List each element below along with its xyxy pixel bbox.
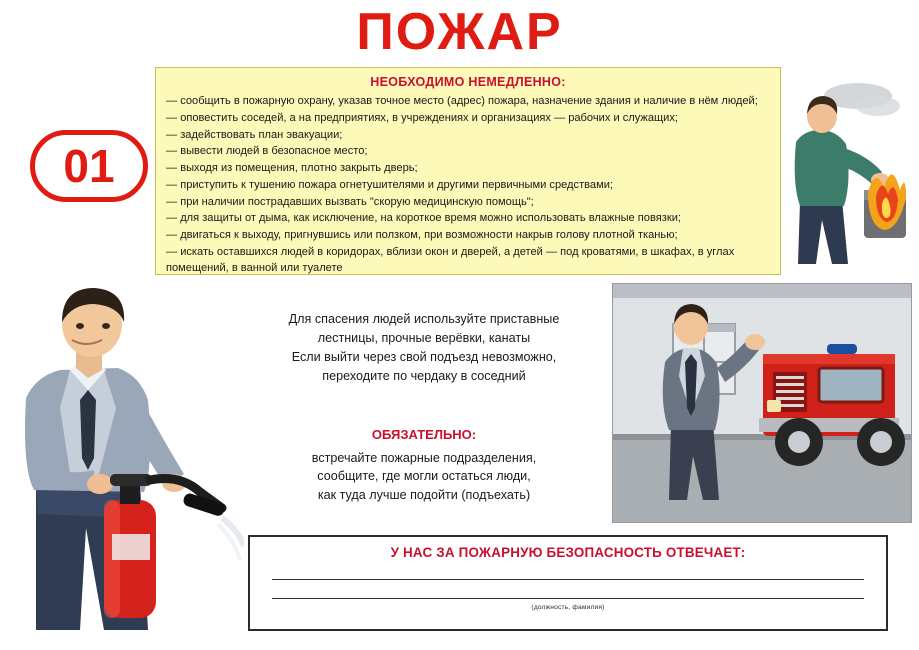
list-item: — вывести людей в безопасное место; bbox=[166, 145, 368, 158]
list-item-text: искать оставшихся людей в коридорах, вблизи окон и дверей, а детей — под кроватями, в шкафах, в углах помещений, в ванной или туалете bbox=[166, 245, 735, 274]
mandatory-line-1: встречайте пожарные подразделения, bbox=[311, 450, 537, 465]
mandatory-heading: ОБЯЗАТЕЛЬНО: bbox=[371, 427, 477, 442]
instructions-list bbox=[166, 94, 770, 276]
responsibility-box bbox=[248, 535, 888, 631]
list-item: — для защиты от дыма, как исключение, на короткое время можно использовать влажные повязки; bbox=[166, 212, 681, 225]
rescue-note-line-4: переходите по чердаку в соседний bbox=[322, 368, 526, 383]
list-item-text: выходя из помещения, плотно закрыть дверь; bbox=[180, 162, 418, 174]
list-item: — оповестить соседей, а на предприятиях, в учреждениях и организациях — рабочих и служащих; bbox=[166, 111, 678, 124]
rescue-note-line-1: Для спасения людей используйте приставные bbox=[288, 312, 560, 326]
rescue-note-line-3: Если выйти через свой подъезд невозможно, bbox=[291, 349, 557, 364]
signature-line-2 bbox=[272, 598, 864, 599]
list-item-text: при наличии пострадавших вызвать "скорую медицинскую помощь"; bbox=[180, 195, 534, 208]
list-item-text: двигаться к выходу, пригнувшись или ползком, при возможности накрыв голову плотной тканью; bbox=[180, 229, 678, 241]
page-title: ПОЖАР bbox=[356, 3, 563, 61]
instructions-heading: НЕОБХОДИМО НЕМЕДЛЕННО: bbox=[370, 75, 566, 89]
list-item: — приступить к тушению пожара огнетушителями и другими первичными средствами; bbox=[166, 178, 614, 191]
list-item-text: вывести людей в безопасное место; bbox=[180, 145, 368, 158]
mandatory-note bbox=[250, 425, 598, 505]
rescue-note bbox=[250, 310, 598, 386]
responsibility-caption: (должность, фамилия) bbox=[531, 604, 605, 611]
mandatory-line-3: как туда лучше подойти (подъехать) bbox=[317, 488, 531, 503]
responsibility-heading: У НАС ЗА ПОЖАРНУЮ БЕЗОПАСНОСТЬ ОТВЕЧАЕТ: bbox=[390, 545, 746, 560]
list-item-text: приступить к тушению пожара огнетушителями и другими первичными средствами; bbox=[180, 178, 614, 191]
extinguisher-illustration bbox=[8, 278, 244, 638]
list-item-text: для защиты от дыма, как исключение, на короткое время можно использовать влажные повязки; bbox=[180, 212, 681, 225]
list-item: — выходя из помещения, плотно закрыть дверь; bbox=[166, 162, 418, 174]
list-item: — искать оставшихся людей в коридорах, вблизи окон и дверей, а детей — под кроватями, в шкафах, в углах помещений, в ванной или туалете bbox=[166, 245, 735, 274]
emergency-number-text: 01 bbox=[63, 140, 115, 192]
list-item-text: задействовать план эвакуации; bbox=[180, 128, 343, 141]
list-item: — двигаться к выходу, пригнувшись или ползком, при возможности накрыв голову плотной тканью; bbox=[166, 229, 678, 241]
list-item: — сообщить в пожарную охрану, указав точное место (адрес) пожара, назначение здания и наличие в нём людей; bbox=[166, 95, 758, 107]
mandatory-line-2: сообщите, где могли остаться люди, bbox=[317, 469, 531, 484]
signature-line-1 bbox=[272, 579, 864, 580]
instructions-panel bbox=[155, 67, 781, 275]
list-item-text: сообщить в пожарную охрану, указав точное место (адрес) пожара, назначение здания и наличие в нём людей; bbox=[180, 95, 758, 107]
list-item: — при наличии пострадавших вызвать "скорую медицинскую помощь"; bbox=[166, 195, 534, 208]
list-item-text: оповестить соседей, а на предприятиях, в учреждениях и организациях — рабочих и служащих; bbox=[180, 111, 678, 124]
rescue-note-line-2: лестницы, прочные верёвки, канаты bbox=[317, 330, 531, 345]
fire-illustration bbox=[786, 80, 914, 270]
emergency-number-badge bbox=[30, 130, 148, 202]
fire-truck-illustration bbox=[612, 283, 912, 523]
list-item: — задействовать план эвакуации; bbox=[166, 128, 343, 141]
